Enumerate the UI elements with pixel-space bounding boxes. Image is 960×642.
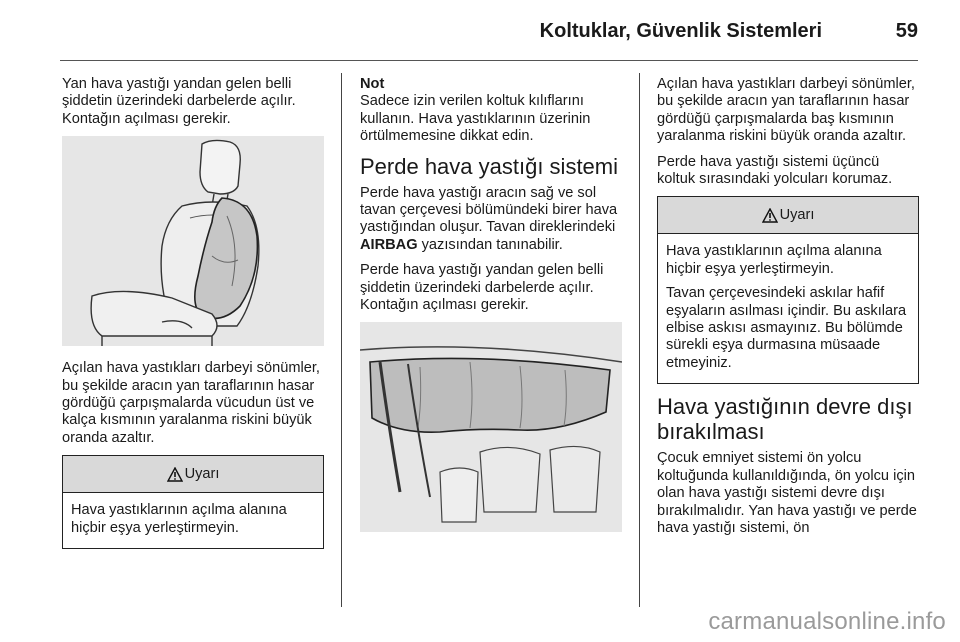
warning-box-1 — [62, 455, 324, 549]
warning-triangle-icon — [762, 208, 778, 223]
curtain-airbag-benefit: Açılan hava yastıkları darbeyi sönümler, bu şekilde aracın yan taraflarının hasar gördüğü çarpışmalarda baş kısmının yaralanma riskini büyük oranda azaltır. — [657, 76, 915, 145]
note-text: Sadece izin verilen koltuk kılıflarını kullanın. Hava yastıklarının üzerinin örtülmemesine dikkat edin. — [360, 93, 591, 145]
curtain-airbag-figure — [360, 322, 622, 532]
curtain-airbag-description — [360, 185, 622, 255]
warning-title: Uyarı — [184, 465, 220, 482]
warning-text: Hava yastıklarının açılma alanına hiçbir eşya yerleştirmeyin. — [71, 502, 287, 536]
warning-header — [63, 456, 323, 493]
warning-title: Uyarı — [779, 206, 815, 223]
warning-text: Tavan çerçevesindeki askılar hafif eşyaların asılması içindir. Bu askılara elbise askısı asmayınız. Bu bölümde sürekli eşya durmasına müsaade etmeyiniz. — [666, 285, 907, 371]
header-divider — [60, 60, 918, 61]
section-heading-curtain-airbag: Perde hava yastığı sistemi — [360, 153, 619, 179]
column-3 — [657, 76, 919, 545]
curtain-airbag-deploy: Perde hava yastığı yandan gelen belli şiddetin üzerindeki darbelerde açılır. Kontağın açılması gerekir. — [360, 262, 604, 314]
watermark: carmanualsonline.info — [708, 608, 946, 635]
warning-text: Hava yastıklarının açılma alanına hiçbir eşya yerleştirmeyin. — [666, 243, 882, 277]
warning-body — [658, 234, 918, 383]
warning-body — [63, 493, 323, 548]
side-airbag-benefit: Açılan hava yastıkları darbeyi sönümler, bu şekilde aracın yan taraflarının hasar gördüğü çarpışmalarda vücudun üst ve kalça kısmının yaralanma riskini büyük oranda azaltır. — [62, 360, 320, 446]
warning-box-2 — [657, 196, 919, 384]
column-2 — [360, 76, 622, 546]
column-1 — [62, 76, 324, 559]
deactivation-text: Çocuk emniyet sistemi ön yolcu koltuğunda kullanıldığında, ön yolcu için olan hava yastığı sistemi devre dışı bırakılmalıdır. Yan hava yastığı ve perde hava yastığı sistemi, ön — [657, 450, 917, 536]
page-header — [60, 20, 918, 58]
page-number: 59 — [895, 20, 918, 42]
text-segment: Perde hava yastığı aracın sağ ve sol tavan çerçevesi bölümündeki birer hava yastığından oluşur. Tavan direklerindeki — [360, 184, 618, 236]
column-divider-1 — [341, 73, 342, 607]
airbag-label: AIRBAG — [360, 236, 418, 253]
note — [360, 76, 622, 146]
header-title: Koltuklar, Güvenlik Sistemleri — [539, 20, 822, 42]
section-heading-airbag-deactivation: Hava yastığının devre dışı bırakılması — [657, 394, 913, 445]
note-title: Not — [360, 76, 385, 92]
seat-airbag-illustration — [62, 136, 324, 346]
side-airbag-intro: Yan hava yastığı yandan gelen belli şiddetin üzerindeki darbelerde açılır. Kontağın açılması gerekir. — [62, 76, 296, 127]
curtain-airbag-illustration — [360, 322, 622, 532]
text-segment: yazısından tanınabilir. — [417, 236, 563, 253]
side-airbag-figure — [62, 136, 324, 346]
third-row-note: Perde hava yastığı sistemi üçüncü koltuk sırasındaki yolcuları korumaz. — [657, 153, 893, 188]
warning-header — [658, 197, 918, 234]
column-divider-2 — [639, 73, 640, 607]
warning-triangle-icon — [167, 467, 183, 482]
